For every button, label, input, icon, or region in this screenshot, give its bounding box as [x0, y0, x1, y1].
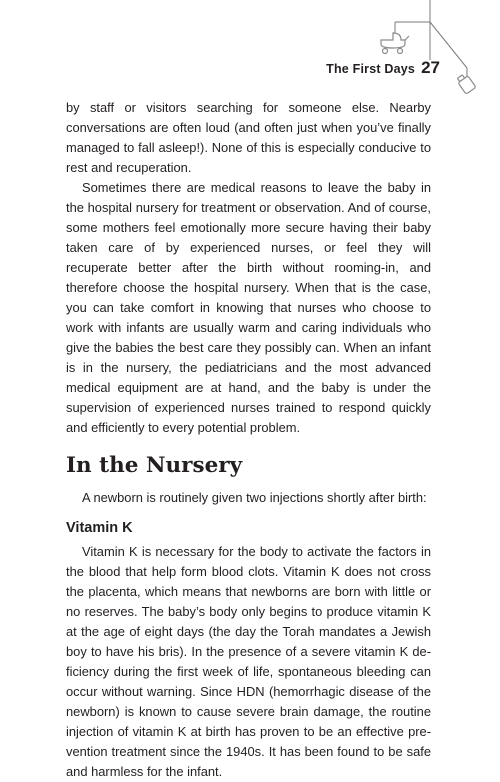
- subheading-vitamin-k: Vitamin K: [66, 520, 133, 536]
- baby-mobile-illustration: [375, 0, 485, 95]
- section-heading-in-the-nursery: In the Nursery: [66, 453, 243, 478]
- baby-bottle-icon: [457, 75, 476, 94]
- chapter-title: The First Days: [326, 62, 416, 76]
- baby-carriage-icon: [381, 33, 409, 54]
- paragraph-vitamin-k: Vitamin K is necessary for the body to activate the factors in the blood that help form blood clots. Vitamin K does not cross the placenta, which means that newborns are born with little or no reserves. The baby’s body only begins to produce vitamin K at the age of eight days (the day the Torah mandates a Jewish boy to have his bris). In the presence of a severe vitamin K deficiency during the first week of life, spontaneous bleeding can occur without warning. Since HDN (hemorrhagic disease of the newborn) is known to cause severe brain damage, the routine injection of vitamin K at birth has proven to be an effective prevention treatment since the 1940s. It has been found to be safe and harmless for the infant.: [66, 544, 431, 779]
- paragraph-injections-intro: A newborn is routinely given two injections shortly after birth:: [82, 490, 427, 505]
- page-number: 27: [421, 58, 440, 77]
- paragraph-nursery-reasons: Sometimes there are medical reasons to leave the baby in the hospital nursery for treatment or observation. And of course, some mothers feel emotionally more secure having their baby taken care of by experienced nurses, or feel they will recuperate better after the birth without rooming-in, and therefore choose the hospital nursery. When that is the case, you can take comfort in knowing that nurses who choose to work with infants are usually warm and caring individuals who give the babies the best care they possibly can. When an infant is in the nursery, the pediatricians and the most advanced medical equipment are at hand, and the baby is under the supervision of experienced nurses trained to respond quickly and efficiently to every potential problem.: [66, 180, 431, 435]
- running-head: [326, 58, 440, 78]
- paragraph-continued: by staff or visitors searching for someone else. Nearby conversations are often loud (and often just when you’ve finally managed to fall asleep!). None of this is especially conducive to rest and recuperation.: [66, 100, 431, 175]
- body-text: [66, 98, 431, 782]
